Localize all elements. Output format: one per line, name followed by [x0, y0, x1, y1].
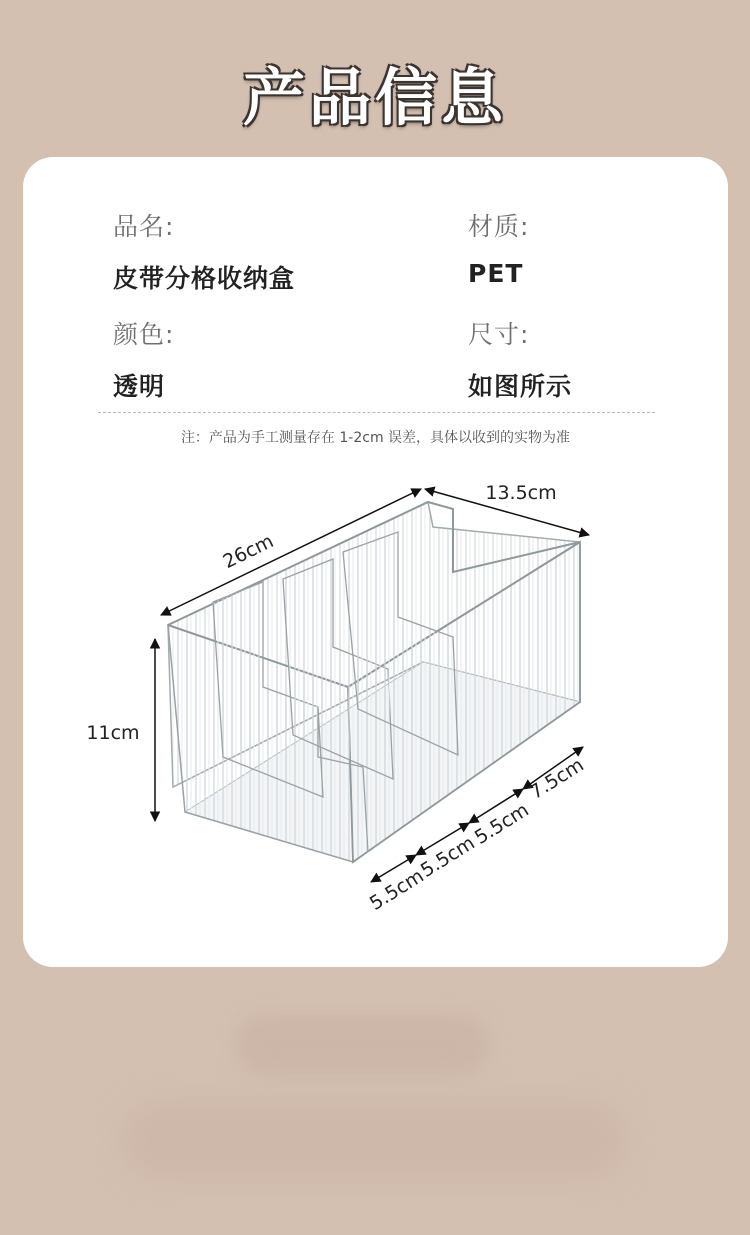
- field-name: [113, 207, 295, 295]
- field-name-value: 皮带分格收纳盒: [113, 264, 296, 293]
- blurred-background-region: [0, 990, 750, 1235]
- field-material-label: 材质:: [468, 212, 530, 241]
- length-label: 26cm: [219, 530, 278, 574]
- field-material: [468, 207, 529, 288]
- width-label: 13.5cm: [485, 482, 557, 504]
- blurred-shape-top: [235, 1015, 490, 1075]
- product-info-card: [23, 157, 728, 967]
- compartment-label-3: 5.5cm: [470, 798, 533, 849]
- field-material-value: PET: [468, 259, 524, 288]
- blurred-shape-bottom: [120, 1100, 630, 1180]
- compartment-label-1: 5.5cm: [365, 864, 428, 915]
- product-dimension-diagram: [23, 457, 728, 927]
- field-size-value: 如图所示: [468, 372, 573, 401]
- compartment-label-2: 5.5cm: [416, 831, 479, 882]
- field-name-label: 品名:: [113, 212, 175, 241]
- compartment-label-4: 7.5cm: [525, 753, 588, 804]
- page-title: 产品信息: [242, 61, 507, 134]
- dashed-divider: [98, 412, 655, 413]
- height-label: 11cm: [86, 722, 140, 744]
- field-size: [468, 315, 572, 403]
- field-size-label: 尺寸:: [468, 320, 530, 349]
- field-color-value: 透明: [113, 372, 166, 401]
- measurement-note: 注：产品为手工测量存在 1-2cm 误差，具体以收到的实物为准: [180, 430, 571, 446]
- field-color-label: 颜色:: [113, 320, 175, 349]
- field-color: [113, 315, 174, 403]
